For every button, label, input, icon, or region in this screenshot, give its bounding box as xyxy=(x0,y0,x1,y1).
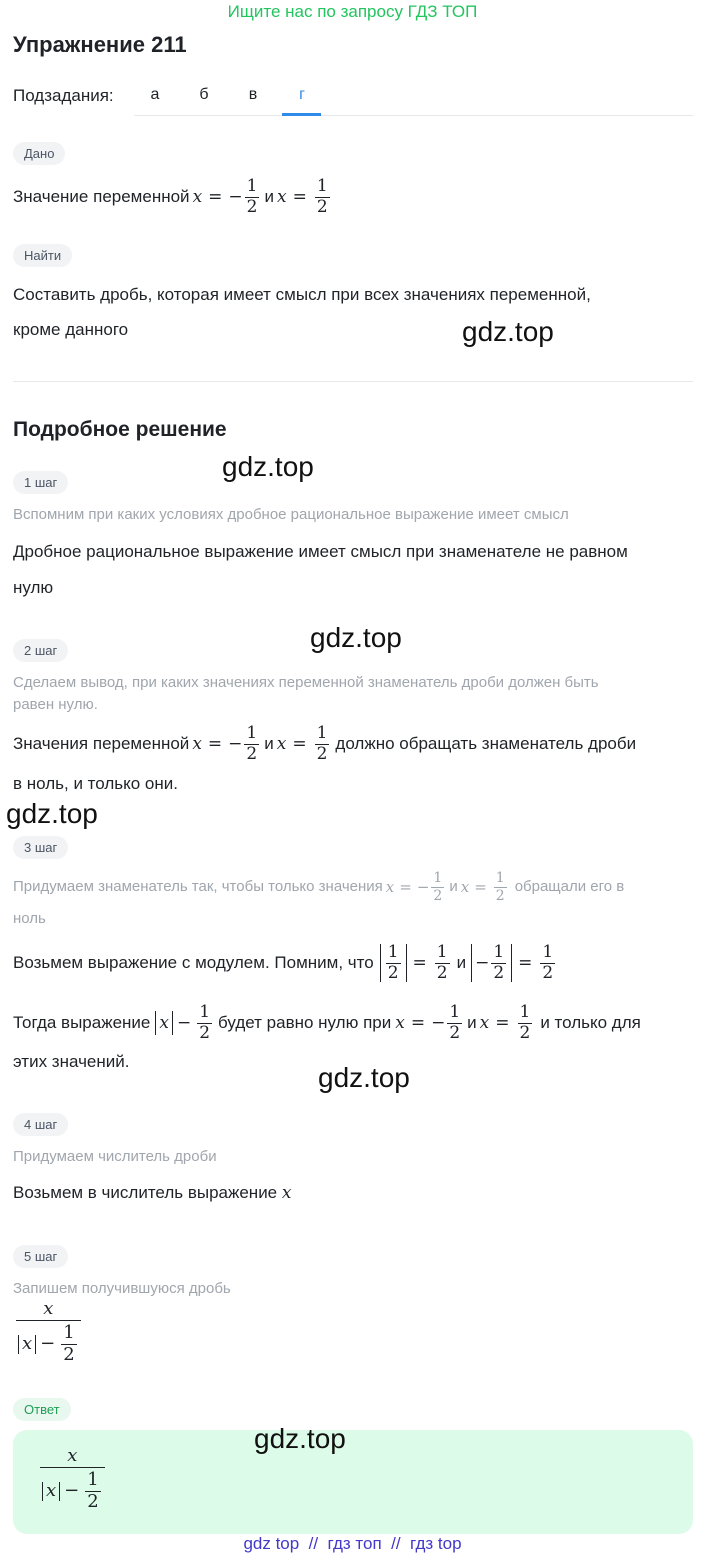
fraction-half: $\frac{1}{2}$ xyxy=(246,175,258,217)
answer-box xyxy=(13,1430,693,1534)
fraction-half: $\frac{1}{2}$ xyxy=(495,869,505,904)
step-2-badge: 2 шаг xyxy=(13,639,68,662)
step-4-hint: Придумаем числитель дроби xyxy=(13,1148,217,1165)
step-5-hint: Запишем получившуюся дробь xyxy=(13,1280,231,1297)
var-x: x xyxy=(192,187,203,207)
step-2-hint1: Сделаем вывод, при каких значениях переменной знаменатель дроби должен быть xyxy=(13,674,599,691)
find-text-line1: Составить дробь, которая имеет смысл при всех значениях переменной, xyxy=(13,285,591,304)
fraction-half: $\frac{1}{2}$ xyxy=(246,722,258,764)
eq-sign: = xyxy=(292,187,307,207)
step-1-badge: 1 шаг xyxy=(13,471,68,494)
answer-fraction: x x − $\frac{1}{2}$ xyxy=(38,1447,107,1512)
step-2-hint2: равен нулю. xyxy=(13,696,98,713)
step-1-line2: нулю xyxy=(13,578,54,597)
fraction-half: $\frac{1}{2}$ xyxy=(493,941,505,983)
abs-value: − $\frac{1}{2}$ xyxy=(471,944,512,983)
find-badge: Найти xyxy=(13,244,72,267)
step-2-text: Значения переменной x = − $\frac{1}{2}$ и x = $\frac{1}{2}$ должно обращать знаменатель дроби xyxy=(13,722,637,764)
tab-b[interactable]: б xyxy=(199,86,209,103)
tabs-divider xyxy=(134,115,693,116)
find-text-line2: кроме данного xyxy=(13,320,129,339)
var-x: x xyxy=(276,187,287,207)
step-3-then-line: Тогда выражение x − $\frac{1}{2}$ будет равно нулю при x = − $\frac{1}{2}$ и x = $\frac{1}{2}$ и только для xyxy=(13,1001,641,1043)
footer-links[interactable]: gdz top // гдз топ // гдз top xyxy=(243,1534,462,1553)
step-2-line2: в ноль, и только они. xyxy=(13,774,178,793)
fraction-half: $\frac{1}{2}$ xyxy=(63,1321,75,1365)
fraction-half: $\frac{1}{2}$ xyxy=(316,722,328,764)
eq-sign: = xyxy=(208,187,223,207)
watermark: gdz.top xyxy=(254,1423,346,1454)
watermark: gdz.top xyxy=(222,451,314,482)
conj: и xyxy=(264,187,274,206)
fraction-half: $\frac{1}{2}$ xyxy=(387,941,399,983)
fraction-half: $\frac{1}{2}$ xyxy=(436,941,448,983)
section-divider xyxy=(13,381,693,382)
fraction-half: $\frac{1}{2}$ xyxy=(316,175,328,217)
subtasks-label: Подзадания: xyxy=(13,86,114,105)
tab-v[interactable]: в xyxy=(248,86,258,103)
given-text xyxy=(13,174,332,220)
answer-badge: Ответ xyxy=(13,1398,71,1421)
fraction-half: $\frac{1}{2}$ xyxy=(542,941,554,983)
step-1-hint: Вспомним при каких условиях дробное рациональное выражение имеет смысл xyxy=(13,506,569,523)
given-badge: Дано xyxy=(13,142,65,165)
step-3-modulus-line: Возьмем выражение с модулем. Помним, что $\frac{1}{2}$ = $\frac{1}{2}$ и − $\frac{1}{2}$ = $\frac{1}{2}$ xyxy=(13,941,554,983)
watermark: gdz.top xyxy=(462,316,554,347)
watermark: gdz.top xyxy=(318,1062,410,1093)
promo-link[interactable]: Ищите нас по запросу ГДЗ ТОП xyxy=(227,2,478,21)
active-tab-indicator xyxy=(282,113,321,116)
step-3-then-line2: этих значений. xyxy=(13,1052,130,1071)
abs-value xyxy=(380,941,407,983)
step-1-line1: Дробное рациональное выражение имеет смысл при знаменателе не равном xyxy=(13,542,628,561)
watermark: gdz.top xyxy=(310,622,402,653)
tab-g[interactable]: г xyxy=(299,86,305,103)
abs-value: x xyxy=(155,1011,173,1035)
step-3-hint-line2: ноль xyxy=(13,910,46,927)
fraction-half: $\frac{1}{2}$ xyxy=(433,869,443,904)
step-3-badge: 3 шаг xyxy=(13,836,68,859)
tab-a[interactable]: а xyxy=(150,86,160,103)
step-3-hint: Придумаем знаменатель так, чтобы только значения x = − $\frac{1}{2}$ и x = $\frac{1}{2}$ обращали его в xyxy=(13,869,625,904)
result-fraction: x x − $\frac{1}{2}$ xyxy=(14,1300,83,1365)
fraction-half: $\frac{1}{2}$ xyxy=(199,1001,211,1043)
step-5-badge: 5 шаг xyxy=(13,1245,68,1268)
fraction-half: $\frac{1}{2}$ xyxy=(87,1468,99,1512)
solution-title: Подробное решение xyxy=(13,418,227,441)
minus-sign: − xyxy=(228,187,243,207)
step-4-text: Возьмем в числитель выражение x xyxy=(13,1183,292,1203)
fraction-half: $\frac{1}{2}$ xyxy=(519,1001,531,1043)
page-title: Упражнение 211 xyxy=(13,32,187,57)
watermark: gdz.top xyxy=(6,798,98,829)
fraction-half: $\frac{1}{2}$ xyxy=(449,1001,461,1043)
step-4-badge: 4 шаг xyxy=(13,1113,68,1136)
given-label: Значение переменной xyxy=(13,187,190,206)
